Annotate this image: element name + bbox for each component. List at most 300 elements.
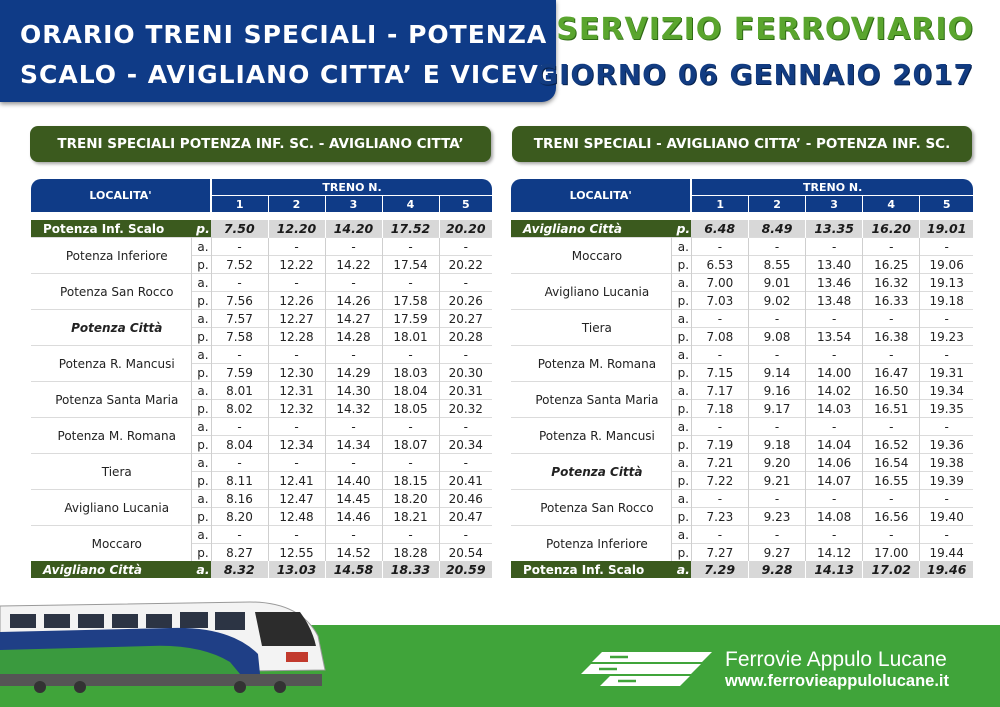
- page-title-line-1: ORARIO TRENI SPECIALI - POTENZA INF.: [20, 20, 615, 49]
- terminal-station-name: Avigliano Città: [31, 561, 191, 578]
- time-cell: 12.27: [268, 310, 325, 328]
- time-cell: -: [748, 310, 805, 328]
- time-cell: 7.18: [691, 400, 748, 418]
- time-cell: 7.59: [211, 364, 268, 382]
- station-arrival-row: [511, 346, 973, 364]
- departure-mark: p.: [671, 256, 691, 274]
- time-cell: 7.52: [211, 256, 268, 274]
- time-cell: 7.03: [691, 292, 748, 310]
- time-cell: 12.41: [268, 472, 325, 490]
- departure-mark: p.: [671, 364, 691, 382]
- station-arrival-row: [511, 454, 973, 472]
- station-arrival-row: [31, 310, 492, 328]
- time-cell: -: [806, 310, 863, 328]
- train-number: 2: [268, 196, 325, 213]
- destination-row: [31, 561, 492, 578]
- time-cell: -: [748, 238, 805, 256]
- origin-row: [31, 220, 492, 238]
- time-cell: 16.56: [863, 508, 920, 526]
- train-number: 4: [863, 196, 920, 213]
- terminal-station-name: Potenza Inf. Scalo: [511, 561, 671, 578]
- terminal-mark: a.: [191, 561, 211, 578]
- time-cell: -: [439, 454, 492, 472]
- time-cell: 7.22: [691, 472, 748, 490]
- time-cell: -: [325, 418, 382, 436]
- station-name: Potenza San Rocco: [31, 274, 191, 310]
- time-cell: -: [691, 490, 748, 508]
- destination-row: [511, 561, 973, 578]
- station-name: Avigliano Lucania: [31, 490, 191, 526]
- time-cell: 12.48: [268, 508, 325, 526]
- time-cell: 12.30: [268, 364, 325, 382]
- time-cell: 8.01: [211, 382, 268, 400]
- terminal-mark: a.: [671, 561, 691, 578]
- time-cell: 20.27: [439, 310, 492, 328]
- train-number: 2: [748, 196, 805, 213]
- time-cell: 20.46: [439, 490, 492, 508]
- time-cell: 14.30: [325, 382, 382, 400]
- time-cell: 12.47: [268, 490, 325, 508]
- time-cell: 16.25: [863, 256, 920, 274]
- arrival-mark: a.: [191, 310, 211, 328]
- station-name: Moccaro: [31, 526, 191, 562]
- time-cell: 20.30: [439, 364, 492, 382]
- time-cell: -: [863, 310, 920, 328]
- time-cell: -: [268, 418, 325, 436]
- departure-mark: p.: [191, 508, 211, 526]
- time-cell: 7.58: [211, 328, 268, 346]
- time-cell: 9.18: [748, 436, 805, 454]
- time-cell: 8.55: [748, 256, 805, 274]
- time-cell: 14.52: [325, 544, 382, 562]
- time-cell: 18.20: [382, 490, 439, 508]
- time-cell: 16.38: [863, 328, 920, 346]
- time-cell: 9.21: [748, 472, 805, 490]
- time-cell: 7.27: [691, 544, 748, 562]
- time-cell: 17.54: [382, 256, 439, 274]
- time-cell: 14.13: [806, 561, 863, 578]
- time-cell: 19.35: [920, 400, 973, 418]
- station-name: Potenza R. Mancusi: [31, 346, 191, 382]
- time-cell: 14.34: [325, 436, 382, 454]
- time-cell: -: [920, 310, 973, 328]
- time-cell: 14.06: [806, 454, 863, 472]
- train-number: 5: [439, 196, 492, 213]
- time-cell: -: [863, 490, 920, 508]
- time-cell: -: [920, 418, 973, 436]
- time-cell: 13.48: [806, 292, 863, 310]
- time-cell: 12.26: [268, 292, 325, 310]
- station-arrival-row: [511, 274, 973, 292]
- time-cell: 9.02: [748, 292, 805, 310]
- time-cell: 16.33: [863, 292, 920, 310]
- time-cell: -: [920, 238, 973, 256]
- station-name: Avigliano Lucania: [511, 274, 671, 310]
- time-cell: 16.52: [863, 436, 920, 454]
- time-cell: -: [691, 418, 748, 436]
- header-gap: [31, 212, 492, 220]
- time-cell: 14.20: [325, 220, 382, 238]
- arrival-mark: a.: [191, 382, 211, 400]
- station-arrival-row: [511, 382, 973, 400]
- departure-mark: p.: [671, 292, 691, 310]
- terminal-mark: p.: [671, 220, 691, 238]
- time-cell: 9.28: [748, 561, 805, 578]
- time-cell: 18.21: [382, 508, 439, 526]
- time-cell: -: [691, 346, 748, 364]
- time-cell: -: [806, 490, 863, 508]
- time-cell: 14.02: [806, 382, 863, 400]
- time-cell: -: [920, 346, 973, 364]
- time-cell: 19.23: [920, 328, 973, 346]
- time-cell: 20.41: [439, 472, 492, 490]
- time-cell: 12.28: [268, 328, 325, 346]
- time-cell: -: [268, 454, 325, 472]
- time-cell: 8.02: [211, 400, 268, 418]
- terminal-mark: p.: [191, 220, 211, 238]
- time-cell: 16.20: [863, 220, 920, 238]
- time-cell: 9.17: [748, 400, 805, 418]
- timetable-avigliano-to-potenza: [511, 179, 973, 578]
- treno-header: TRENO N.: [211, 179, 492, 196]
- treno-header: TRENO N.: [691, 179, 973, 196]
- time-cell: 12.31: [268, 382, 325, 400]
- station-name: Potenza Santa Maria: [511, 382, 671, 418]
- localita-header: LOCALITA': [31, 179, 211, 212]
- fal-logo-icon: [580, 648, 716, 688]
- time-cell: 9.23: [748, 508, 805, 526]
- time-cell: 8.16: [211, 490, 268, 508]
- time-cell: -: [382, 526, 439, 544]
- time-cell: -: [920, 490, 973, 508]
- time-cell: 7.15: [691, 364, 748, 382]
- time-cell: -: [268, 346, 325, 364]
- station-name: Tiera: [511, 310, 671, 346]
- time-cell: 8.20: [211, 508, 268, 526]
- time-cell: -: [691, 310, 748, 328]
- departure-mark: p.: [191, 328, 211, 346]
- time-cell: 14.00: [806, 364, 863, 382]
- time-cell: 14.40: [325, 472, 382, 490]
- time-cell: 14.03: [806, 400, 863, 418]
- time-cell: 16.32: [863, 274, 920, 292]
- time-cell: 8.27: [211, 544, 268, 562]
- time-cell: 14.29: [325, 364, 382, 382]
- time-cell: 18.01: [382, 328, 439, 346]
- time-cell: 19.40: [920, 508, 973, 526]
- time-cell: 16.54: [863, 454, 920, 472]
- station-arrival-row: [511, 310, 973, 328]
- time-cell: 18.05: [382, 400, 439, 418]
- time-cell: -: [439, 346, 492, 364]
- arrival-mark: a.: [191, 526, 211, 544]
- station-arrival-row: [31, 382, 492, 400]
- time-cell: 12.22: [268, 256, 325, 274]
- station-arrival-row: [31, 274, 492, 292]
- time-cell: 12.20: [268, 220, 325, 238]
- company-name: Ferrovie Appulo Lucane: [725, 648, 947, 671]
- time-cell: 16.55: [863, 472, 920, 490]
- time-cell: 18.04: [382, 382, 439, 400]
- station-arrival-row: [511, 490, 973, 508]
- time-cell: -: [211, 454, 268, 472]
- time-cell: 14.45: [325, 490, 382, 508]
- time-cell: 14.04: [806, 436, 863, 454]
- time-cell: -: [920, 526, 973, 544]
- time-cell: 19.38: [920, 454, 973, 472]
- station-name: Potenza Santa Maria: [31, 382, 191, 418]
- time-cell: 19.36: [920, 436, 973, 454]
- time-cell: -: [325, 274, 382, 292]
- time-cell: 14.32: [325, 400, 382, 418]
- time-cell: 16.47: [863, 364, 920, 382]
- time-cell: -: [211, 526, 268, 544]
- station-arrival-row: [31, 526, 492, 544]
- time-cell: -: [748, 346, 805, 364]
- time-cell: 18.07: [382, 436, 439, 454]
- arrival-mark: a.: [191, 454, 211, 472]
- right-section-title: TRENI SPECIALI - AVIGLIANO CITTA’ - POTENZA INF. SC.: [512, 126, 972, 162]
- time-cell: 8.32: [211, 561, 268, 578]
- time-cell: -: [863, 346, 920, 364]
- station-name: Potenza M. Romana: [511, 346, 671, 382]
- time-cell: 13.03: [268, 561, 325, 578]
- departure-mark: p.: [191, 292, 211, 310]
- time-cell: 7.00: [691, 274, 748, 292]
- time-cell: 7.29: [691, 561, 748, 578]
- time-cell: 9.20: [748, 454, 805, 472]
- time-cell: 16.51: [863, 400, 920, 418]
- time-cell: -: [748, 526, 805, 544]
- time-cell: 12.32: [268, 400, 325, 418]
- time-cell: -: [748, 418, 805, 436]
- company-website[interactable]: www.ferrovieappulolucane.it: [725, 672, 950, 690]
- time-cell: -: [691, 238, 748, 256]
- arrival-mark: a.: [191, 418, 211, 436]
- service-date: GIORNO 06 GENNAIO 2017: [534, 58, 974, 91]
- station-arrival-row: [31, 346, 492, 364]
- departure-mark: p.: [671, 544, 691, 562]
- title-banner: [0, 0, 617, 102]
- origin-row: [511, 220, 973, 238]
- localita-header: LOCALITA': [511, 179, 691, 212]
- time-cell: 20.22: [439, 256, 492, 274]
- station-name: Potenza Inferiore: [511, 526, 671, 562]
- time-cell: 9.01: [748, 274, 805, 292]
- time-cell: -: [325, 346, 382, 364]
- station-name: Potenza San Rocco: [511, 490, 671, 526]
- station-name: Potenza M. Romana: [31, 418, 191, 454]
- train-number: 1: [691, 196, 748, 213]
- departure-mark: p.: [671, 472, 691, 490]
- time-cell: -: [439, 526, 492, 544]
- departure-mark: p.: [191, 472, 211, 490]
- time-cell: -: [806, 238, 863, 256]
- arrival-mark: a.: [191, 346, 211, 364]
- time-cell: 12.55: [268, 544, 325, 562]
- time-cell: 12.34: [268, 436, 325, 454]
- arrival-mark: a.: [671, 526, 691, 544]
- terminal-station-name: Avigliano Città: [511, 220, 671, 238]
- time-cell: 19.18: [920, 292, 973, 310]
- time-cell: 20.32: [439, 400, 492, 418]
- time-cell: -: [691, 526, 748, 544]
- time-cell: 7.19: [691, 436, 748, 454]
- time-cell: 14.26: [325, 292, 382, 310]
- arrival-mark: a.: [671, 238, 691, 256]
- time-cell: 20.47: [439, 508, 492, 526]
- time-cell: 9.27: [748, 544, 805, 562]
- time-cell: 9.08: [748, 328, 805, 346]
- train-number: 3: [806, 196, 863, 213]
- arrival-mark: a.: [671, 346, 691, 364]
- time-cell: 7.17: [691, 382, 748, 400]
- time-cell: 13.46: [806, 274, 863, 292]
- time-cell: 9.14: [748, 364, 805, 382]
- time-cell: 8.11: [211, 472, 268, 490]
- time-cell: 14.46: [325, 508, 382, 526]
- time-cell: 14.27: [325, 310, 382, 328]
- train-number: 1: [211, 196, 268, 213]
- time-cell: 19.34: [920, 382, 973, 400]
- arrival-mark: a.: [671, 382, 691, 400]
- time-cell: 19.06: [920, 256, 973, 274]
- arrival-mark: a.: [671, 310, 691, 328]
- time-cell: -: [382, 454, 439, 472]
- departure-mark: p.: [671, 328, 691, 346]
- time-cell: -: [325, 454, 382, 472]
- time-cell: 6.48: [691, 220, 748, 238]
- station-name: Potenza R. Mancusi: [511, 418, 671, 454]
- time-cell: 13.40: [806, 256, 863, 274]
- time-cell: -: [806, 526, 863, 544]
- time-cell: -: [211, 238, 268, 256]
- time-cell: 20.59: [439, 561, 492, 578]
- time-cell: 19.31: [920, 364, 973, 382]
- time-cell: -: [268, 526, 325, 544]
- time-cell: 7.56: [211, 292, 268, 310]
- arrival-mark: a.: [671, 490, 691, 508]
- train-number: 3: [325, 196, 382, 213]
- time-cell: -: [863, 238, 920, 256]
- time-cell: 7.57: [211, 310, 268, 328]
- train-number: 5: [920, 196, 973, 213]
- arrival-mark: a.: [671, 274, 691, 292]
- time-cell: 9.16: [748, 382, 805, 400]
- time-cell: -: [382, 346, 439, 364]
- time-cell: 17.00: [863, 544, 920, 562]
- time-cell: 17.59: [382, 310, 439, 328]
- time-cell: -: [748, 490, 805, 508]
- time-cell: 19.46: [920, 561, 973, 578]
- time-cell: -: [325, 238, 382, 256]
- time-cell: 7.23: [691, 508, 748, 526]
- terminal-station-name: Potenza Inf. Scalo: [31, 220, 191, 238]
- departure-mark: p.: [191, 364, 211, 382]
- arrival-mark: a.: [191, 274, 211, 292]
- time-cell: -: [439, 274, 492, 292]
- departure-mark: p.: [191, 436, 211, 454]
- station-arrival-row: [31, 238, 492, 256]
- station-arrival-row: [31, 418, 492, 436]
- arrival-mark: a.: [191, 490, 211, 508]
- time-cell: 20.20: [439, 220, 492, 238]
- time-cell: 17.02: [863, 561, 920, 578]
- time-cell: 14.12: [806, 544, 863, 562]
- station-arrival-row: [511, 238, 973, 256]
- time-cell: 20.34: [439, 436, 492, 454]
- time-cell: -: [863, 526, 920, 544]
- time-cell: -: [211, 274, 268, 292]
- time-cell: 18.03: [382, 364, 439, 382]
- time-cell: 13.35: [806, 220, 863, 238]
- station-arrival-row: [511, 418, 973, 436]
- time-cell: 14.07: [806, 472, 863, 490]
- service-heading: SERVIZIO FERROVIARIO: [556, 12, 974, 47]
- departure-mark: p.: [191, 400, 211, 418]
- station-name: Potenza Città: [511, 454, 671, 490]
- departure-mark: p.: [191, 256, 211, 274]
- time-cell: -: [382, 418, 439, 436]
- time-cell: -: [382, 238, 439, 256]
- departure-mark: p.: [191, 544, 211, 562]
- time-cell: 6.53: [691, 256, 748, 274]
- time-cell: 7.21: [691, 454, 748, 472]
- time-cell: 16.50: [863, 382, 920, 400]
- station-arrival-row: [31, 490, 492, 508]
- timetable-potenza-to-avigliano: [31, 179, 492, 578]
- time-cell: 18.28: [382, 544, 439, 562]
- time-cell: 20.54: [439, 544, 492, 562]
- time-cell: 20.28: [439, 328, 492, 346]
- time-cell: -: [863, 418, 920, 436]
- time-cell: -: [268, 274, 325, 292]
- time-cell: -: [439, 238, 492, 256]
- time-cell: 14.22: [325, 256, 382, 274]
- time-cell: -: [439, 418, 492, 436]
- time-cell: 14.58: [325, 561, 382, 578]
- time-cell: 17.52: [382, 220, 439, 238]
- time-cell: -: [211, 418, 268, 436]
- time-cell: 20.26: [439, 292, 492, 310]
- time-cell: 19.44: [920, 544, 973, 562]
- departure-mark: p.: [671, 508, 691, 526]
- train-illustration: [0, 588, 330, 698]
- time-cell: 8.49: [748, 220, 805, 238]
- header-gap: [511, 212, 973, 220]
- time-cell: 17.58: [382, 292, 439, 310]
- left-section-title: TRENI SPECIALI POTENZA INF. SC. - AVIGLIANO CITTA’: [30, 126, 491, 162]
- time-cell: 7.50: [211, 220, 268, 238]
- station-name: Tiera: [31, 454, 191, 490]
- time-cell: -: [268, 238, 325, 256]
- station-name: Potenza Città: [31, 310, 191, 346]
- time-cell: -: [806, 346, 863, 364]
- time-cell: 18.33: [382, 561, 439, 578]
- station-arrival-row: [31, 454, 492, 472]
- time-cell: 8.04: [211, 436, 268, 454]
- time-cell: 19.01: [920, 220, 973, 238]
- time-cell: -: [806, 418, 863, 436]
- time-cell: 7.08: [691, 328, 748, 346]
- time-cell: 18.15: [382, 472, 439, 490]
- station-name: Potenza Inferiore: [31, 238, 191, 274]
- time-cell: 14.08: [806, 508, 863, 526]
- time-cell: 19.39: [920, 472, 973, 490]
- time-cell: 19.13: [920, 274, 973, 292]
- departure-mark: p.: [671, 436, 691, 454]
- time-cell: 20.31: [439, 382, 492, 400]
